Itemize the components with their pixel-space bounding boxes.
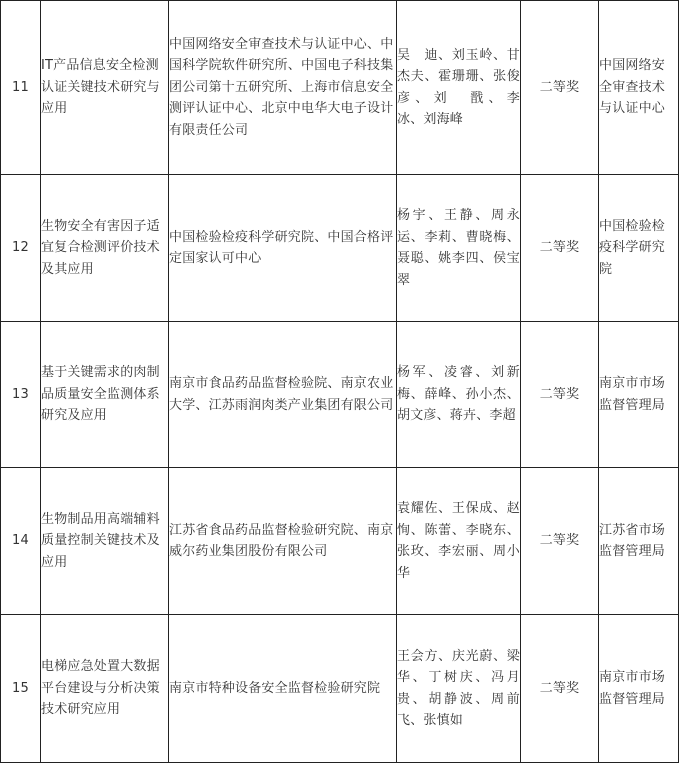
- table-row: [1, 615, 679, 763]
- table-row: [1, 468, 679, 615]
- row-number: 15: [1, 615, 41, 763]
- completing-people: 王会方、庆光蔚、梁华、丁树庆、冯月贵、胡静波、周前飞、张慎如: [397, 615, 521, 763]
- recommending-unit: 南京市市场监督管理局: [599, 322, 679, 468]
- completing-people: 杨宇、王静、周永运、李莉、曹晓梅、聂聪、姚李四、侯宝翠: [397, 175, 521, 322]
- recommending-unit: 江苏省市场监督管理局: [599, 468, 679, 615]
- row-number: 12: [1, 175, 41, 322]
- award-level: 二等奖: [521, 175, 599, 322]
- completing-units: 南京市食品药品监督检验院、南京农业大学、江苏雨润肉类产业集团有限公司: [169, 322, 397, 468]
- project-name: IT产品信息安全检测认证关键技术研究与应用: [41, 1, 169, 175]
- project-name: 基于关键需求的肉制品质量安全监测体系研究及应用: [41, 322, 169, 468]
- award-level: 二等奖: [521, 615, 599, 763]
- completing-units: 中国检验检疫科学研究院、中国合格评定国家认可中心: [169, 175, 397, 322]
- row-number: 14: [1, 468, 41, 615]
- recommending-unit: 南京市市场监督管理局: [599, 615, 679, 763]
- project-name: 生物安全有害因子适宜复合检测评价技术及其应用: [41, 175, 169, 322]
- row-number: 11: [1, 1, 41, 175]
- award-level: 二等奖: [521, 468, 599, 615]
- table-row: [1, 322, 679, 468]
- completing-units: 南京市特种设备安全监督检验研究院: [169, 615, 397, 763]
- completing-people: 吴 迪、刘玉岭、甘杰夫、霍珊珊、张俊彦、刘 戬、李 冰、刘海峰: [397, 1, 521, 175]
- award-level: 二等奖: [521, 322, 599, 468]
- row-number: 13: [1, 322, 41, 468]
- project-name: 电梯应急处置大数据平台建设与分析决策技术研究应用: [41, 615, 169, 763]
- project-name: 生物制品用高端辅料质量控制关键技术及应用: [41, 468, 169, 615]
- table-row: [1, 175, 679, 322]
- completing-people: 杨军、凌睿、刘新梅、薛峰、孙小杰、胡文彦、蒋卉、李超: [397, 322, 521, 468]
- table-row: [1, 1, 679, 175]
- award-level: 二等奖: [521, 1, 599, 175]
- recommending-unit: 中国网络安全审查技术与认证中心: [599, 1, 679, 175]
- completing-units: 江苏省食品药品监督检验研究院、南京威尔药业集团股份有限公司: [169, 468, 397, 615]
- completing-units: 中国网络安全审查技术与认证中心、中国科学院软件研究所、中国电子科技集团公司第十五研究所、上海市信息安全测评认证中心、北京中电华大电子设计有限责任公司: [169, 1, 397, 175]
- recommending-unit: 中国检验检疫科学研究院: [599, 175, 679, 322]
- completing-people: 袁耀佐、王保成、赵恂、陈蕾、李晓东、张玫、李宏丽、周小华: [397, 468, 521, 615]
